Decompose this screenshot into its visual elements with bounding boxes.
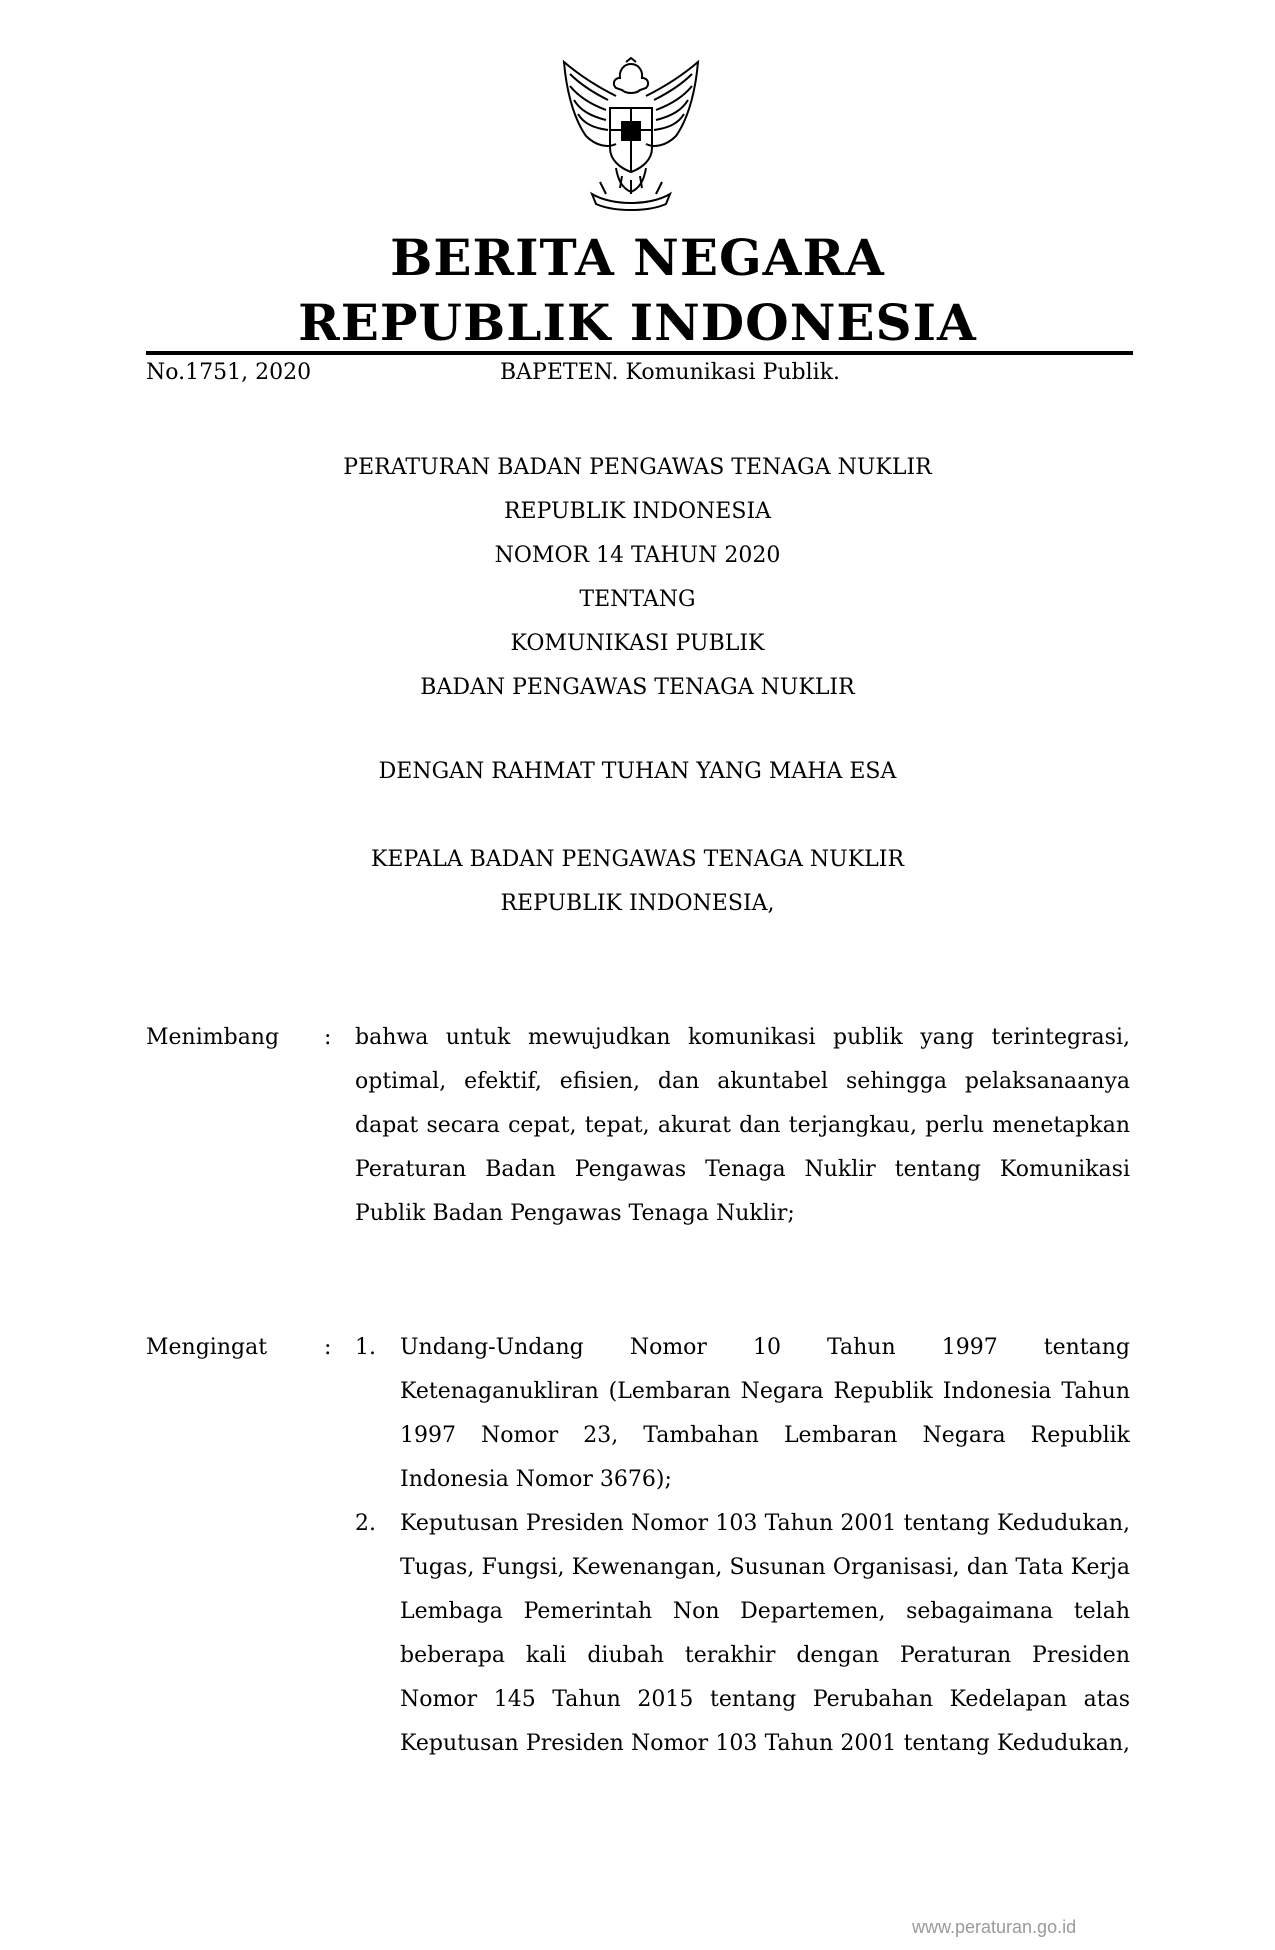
gazette-number: No.1751, 2020	[146, 360, 312, 385]
menimbang-label: Menimbang	[146, 1025, 280, 1050]
menimbang-colon: :	[324, 1025, 332, 1050]
title-line: NOMOR 14 TAHUN 2020	[494, 543, 781, 568]
mengingat-item-text: Undang-Undang Nomor 10 Tahun 1997 tentang Ketenaganukliran (Lembaran Negara Republik Indonesia Tahun 1997 Nomor 23, Tambahan Lembaran Negara Republik Indonesia Nomor 3676);	[400, 1335, 1130, 1492]
authority-line1: KEPALA BADAN PENGAWAS TENAGA NUKLIR	[370, 847, 905, 872]
title-line: KOMUNIKASI PUBLIK	[510, 631, 765, 656]
masthead-title-line1: BERITA NEGARA	[390, 228, 885, 287]
header-divider	[146, 351, 1133, 355]
footer-url: www.peraturan.go.id	[912, 1917, 1077, 1937]
mengingat-colon: :	[324, 1335, 332, 1360]
gazette-subject: BAPETEN. Komunikasi Publik.	[500, 360, 841, 385]
title-line: TENTANG	[579, 587, 696, 612]
title-line: REPUBLIK INDONESIA	[503, 499, 772, 524]
title-line: PERATURAN BADAN PENGAWAS TENAGA NUKLIR	[343, 455, 932, 480]
mengingat-item-number: 1.	[355, 1335, 376, 1360]
mengingat-item-number: 2.	[355, 1511, 376, 1536]
masthead-title-line2: REPUBLIK INDONESIA	[298, 293, 977, 352]
mengingat-item-text: Keputusan Presiden Nomor 103 Tahun 2001 tentang Kedudukan, Tugas, Fungsi, Kewenangan, Susunan Organisasi, dan Tata Kerja Lembaga Pemerintah Non Departemen, sebagaimana telah beberapa kali diubah terakhir dengan Peraturan Presiden Nomor 145 Tahun 2015 tentang Perubahan Kedelapan atas Keputusan Presiden Nomor 103 Tahun 2001 tentang Kedudukan,	[400, 1511, 1130, 1756]
preamble: DENGAN RAHMAT TUHAN YANG MAHA ESA	[378, 759, 897, 784]
menimbang-text: bahwa untuk mewujudkan komunikasi publik yang terintegrasi, optimal, efektif, efisien, dan akuntabel sehingga pelaksanaanya dapat secara cepat, tepat, akurat dan terjangkau, perlu menetapkan Peraturan Badan Pengawas Tenaga Nuklir tentang Komunikasi Publik Badan Pengawas Tenaga Nuklir;	[355, 1025, 1130, 1226]
authority-line2: REPUBLIK INDONESIA,	[500, 891, 775, 916]
title-line: BADAN PENGAWAS TENAGA NUKLIR	[420, 675, 855, 700]
garuda-emblem-icon	[556, 56, 706, 214]
regulation-title	[0, 446, 1275, 710]
mengingat-label: Mengingat	[146, 1335, 268, 1360]
